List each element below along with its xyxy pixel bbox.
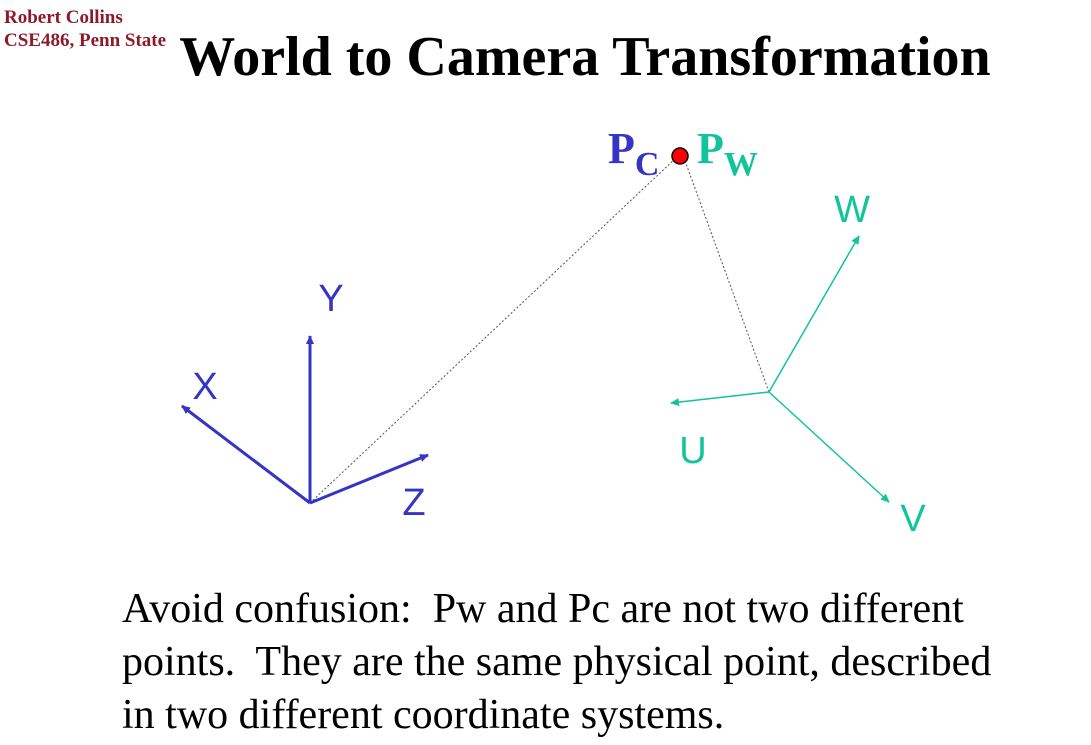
physical-point-marker — [672, 148, 688, 164]
point-camera-label — [608, 124, 659, 183]
point-world-label — [697, 124, 758, 183]
world-u-label: U — [679, 430, 707, 472]
slide-title: World to Camera Transformation — [179, 26, 991, 88]
point-world-label-sub: W — [723, 146, 758, 183]
world-w-label: W — [834, 189, 870, 231]
author-affiliation: CSE486, Penn State — [4, 30, 167, 51]
camera-x-label: X — [192, 366, 218, 408]
camera-y-label: Y — [318, 278, 344, 320]
caption-text — [122, 583, 1087, 742]
world-origin-to-point-line — [684, 158, 769, 392]
caption-line-3: in two different coordinate systems. — [122, 692, 725, 738]
point-world-label-main: P — [697, 124, 724, 173]
world-w-axis — [769, 236, 859, 392]
camera-coordinate-frame — [182, 278, 428, 524]
caption-line-1: Avoid confusion: Pw and Pc are not two different — [122, 586, 964, 632]
world-coordinate-frame — [671, 189, 926, 540]
world-v-label: V — [900, 498, 926, 540]
camera-z-label: Z — [402, 482, 426, 524]
world-v-axis — [769, 392, 889, 502]
caption-line-2: points. They are the same physical point, described — [122, 639, 992, 685]
point-camera-label-sub: C — [634, 146, 660, 183]
point-camera-label-main: P — [608, 124, 635, 173]
camera-x-axis — [182, 406, 310, 503]
author-name: Robert Collins — [4, 7, 123, 28]
world-u-axis — [671, 392, 769, 403]
camera-origin-to-point-line — [310, 156, 678, 503]
